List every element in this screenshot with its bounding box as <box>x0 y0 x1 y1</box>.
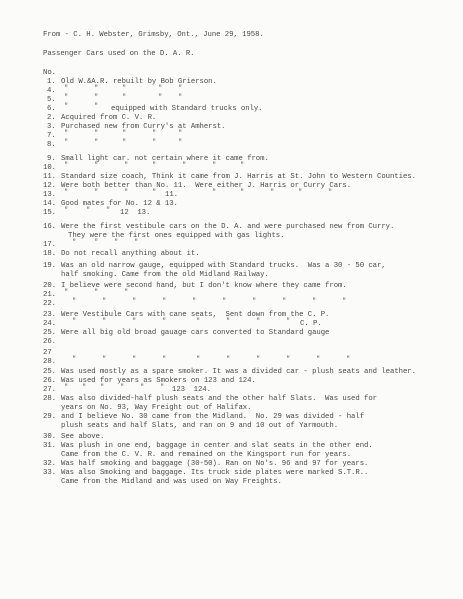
entry-number: 25. <box>43 368 56 376</box>
entry-text-continued: plush seats and half Slats, and ran on 9 and 10 out of Yarmouth. <box>61 422 339 430</box>
entry-number: 5. <box>47 96 56 104</box>
entry-text: and I believe No. 30 came from the Midland. No. 29 was divided - half <box>61 413 365 421</box>
entry-number: 30. <box>43 433 56 441</box>
ditto-mark: " <box>192 298 197 306</box>
ditto-mark: " <box>94 189 99 197</box>
ditto-mark: " <box>182 162 187 170</box>
entry-number: 8. <box>47 141 56 149</box>
ditto-mark: " <box>94 239 99 247</box>
entry-number: 23. <box>43 311 56 319</box>
entry-text: Was used mostly as a spare smoker. It was a divided car - plush seats and leather. <box>61 368 416 376</box>
entry-number: 12. <box>43 182 56 190</box>
ditto-mark: " <box>82 384 87 392</box>
ditto-mark: " <box>132 356 137 364</box>
entry-number: 1. <box>47 78 56 86</box>
ditto-mark: " <box>178 94 183 102</box>
ditto-mark: " <box>64 384 69 392</box>
entry-text: Were all big old broad gauage cars converted to Standard gauge <box>61 329 330 337</box>
entry-number: 4. <box>47 87 56 95</box>
ditto-mark: " <box>312 298 317 306</box>
ditto-mark: " <box>64 189 69 197</box>
no-column-label: No. <box>43 69 56 77</box>
entry-text: Was used for years as Smokers on 123 and 124. <box>61 377 256 385</box>
ditto-mark: " <box>86 207 91 215</box>
ditto-mark: " <box>94 85 99 93</box>
ditto-mark: " <box>132 298 137 306</box>
ditto-mark: " <box>122 94 127 102</box>
ditto-mark: " <box>162 356 167 364</box>
ditto-mark: " <box>134 239 139 247</box>
ditto-mark: " <box>212 189 217 197</box>
entry-number: 13. <box>43 191 56 199</box>
ditto-mark: " <box>152 162 157 170</box>
entry-number: 26. <box>43 338 56 346</box>
entry-number: 7. <box>47 132 56 140</box>
entry-text: Was half smoking and baggage (30-50). Ran on No's. 96 and 97 for years. <box>61 460 369 468</box>
ditto-mark: " <box>196 318 201 326</box>
entry-number: 16. <box>43 223 56 231</box>
entry-text-continued: half smoking. Came from the old Midland Railway. <box>61 271 269 279</box>
ditto-mark: " <box>160 384 165 392</box>
ditto-mark: " <box>122 139 127 147</box>
entry-number: 28. <box>43 395 56 403</box>
entry-number: 33. <box>43 469 56 477</box>
entry-text: Were both better than No. 11. Were either J. Harris or Curry Cars. <box>61 182 352 190</box>
entry-text: Was also Smoking and baggage. Its truck side plates were marked S.T.R.. <box>61 469 369 477</box>
ditto-mark: " <box>212 162 217 170</box>
entry-text: Acquired from C. V. R. <box>61 114 157 122</box>
entry-number: 28. <box>43 358 56 366</box>
ditto-mark: " <box>256 356 261 364</box>
ditto-mark: " <box>240 162 245 170</box>
ditto-mark: " <box>102 318 107 326</box>
entry-number: 9. <box>47 155 56 163</box>
ditto-mark: " <box>106 207 111 215</box>
ditto-mark: " <box>132 318 137 326</box>
ditto-mark: " <box>196 356 201 364</box>
ditto-mark: " <box>120 384 125 392</box>
ditto-mark: " <box>226 318 231 326</box>
entry-number: 32. <box>43 460 56 468</box>
header-from: From - C. H. Webster, Grimsby, Ont., June 29, 1958. <box>43 31 264 39</box>
ditto-mark: " <box>122 130 127 138</box>
entry-text-continued: Came from the C. V. R. and remained on the Kingsport run for years. <box>61 451 352 459</box>
entry-text: 12 13. <box>120 209 151 217</box>
ditto-mark: " <box>222 298 227 306</box>
entry-text: C. P. <box>300 320 322 328</box>
ditto-mark: " <box>282 298 287 306</box>
entry-number: 21. <box>43 291 56 299</box>
ditto-mark: " <box>122 85 127 93</box>
ditto-mark: " <box>226 356 231 364</box>
entry-text: Old W.&A.R. rebuilt by Bob Grierson. <box>61 78 217 86</box>
ditto-mark: " <box>286 356 291 364</box>
entry-text: Good mates for No. 12 & 13. <box>61 200 178 208</box>
entry-number: 22. <box>43 300 56 308</box>
ditto-mark: " <box>124 289 129 297</box>
entry-number: 15. <box>43 209 56 217</box>
entry-text: Purchased new from Curry's at Amherst. <box>61 123 226 131</box>
ditto-mark: " <box>124 189 129 197</box>
ditto-mark: " <box>298 189 303 197</box>
ditto-mark: " <box>328 189 333 197</box>
ditto-mark: " <box>256 318 261 326</box>
ditto-mark: " <box>64 94 69 102</box>
ditto-mark: " <box>152 130 157 138</box>
entry-number: 18. <box>43 250 56 258</box>
entry-number: 31. <box>43 442 56 450</box>
ditto-mark: " <box>72 298 77 306</box>
ditto-mark: " <box>94 162 99 170</box>
entry-number: 14. <box>43 200 56 208</box>
ditto-mark: " <box>64 85 69 93</box>
ditto-mark: " <box>72 239 77 247</box>
entry-number: 26. <box>43 377 56 385</box>
ditto-mark: " <box>286 318 291 326</box>
entry-number: 10. <box>43 164 56 172</box>
entry-text: Do not recall anything about it. <box>61 250 200 258</box>
entry-text: Was also divided-half plush seats and the other half Slats. Was used for <box>61 395 378 403</box>
ditto-mark: " <box>64 289 69 297</box>
entry-number: 17. <box>43 241 56 249</box>
ditto-mark: " <box>162 318 167 326</box>
ditto-mark: " <box>102 298 107 306</box>
entry-text: Were Vestibule Cars with cane seats, Sent down from the C. P. <box>61 311 330 319</box>
entry-number: 11. <box>43 173 56 181</box>
entry-text: equipped with Standard trucks only. <box>111 105 263 113</box>
ditto-mark: " <box>252 298 257 306</box>
ditto-mark: " <box>140 384 145 392</box>
entry-text: 11. <box>165 191 178 199</box>
ditto-mark: " <box>162 298 167 306</box>
ditto-mark: " <box>152 189 157 197</box>
ditto-mark: " <box>124 162 129 170</box>
ditto-mark: " <box>64 139 69 147</box>
ditto-mark: " <box>64 130 69 138</box>
ditto-mark: " <box>94 139 99 147</box>
ditto-mark: " <box>64 103 69 111</box>
ditto-mark: " <box>158 85 163 93</box>
ditto-mark: " <box>94 94 99 102</box>
ditto-mark: " <box>270 189 275 197</box>
entry-text-continued: They were the first ones equipped with gas lights. <box>68 232 285 240</box>
entry-text: Was an old narrow gauge, equipped with Standard trucks. Was a 30 - 50 car, <box>61 262 386 270</box>
document-title: Passenger Cars used on the D. A. R. <box>43 50 195 58</box>
ditto-mark: " <box>102 356 107 364</box>
entry-number: 27 <box>43 349 52 357</box>
entry-text-continued: years on No. 93, Way Freight out of Halifax. <box>61 404 252 412</box>
entry-text-continued: Came from the Midland and was used on Way Freights. <box>61 478 282 486</box>
entry-number: 19. <box>43 262 56 270</box>
ditto-mark: " <box>342 298 347 306</box>
ditto-mark: " <box>240 189 245 197</box>
entry-number: 27. <box>43 386 56 394</box>
ditto-mark: " <box>100 384 105 392</box>
ditto-mark: " <box>72 356 77 364</box>
entry-number: 25. <box>43 329 56 337</box>
ditto-mark: " <box>94 103 99 111</box>
ditto-mark: " <box>114 239 119 247</box>
entry-text: Were the first vestibule cars on the D. A. and were purchased new from Curry. <box>61 223 395 231</box>
ditto-mark: " <box>316 356 321 364</box>
ditto-mark: " <box>94 130 99 138</box>
entry-number: 6. <box>47 105 56 113</box>
ditto-mark: " <box>178 85 183 93</box>
entry-number: 20. <box>43 282 56 290</box>
ditto-mark: " <box>178 139 183 147</box>
entry-text: Was plush in one end, baggage in center and slat seats in the other end. <box>61 442 373 450</box>
entry-number: 24. <box>43 320 56 328</box>
entry-text: 123 124. <box>172 386 211 394</box>
ditto-mark: " <box>64 207 69 215</box>
entry-number: 29. <box>43 413 56 421</box>
entry-text: Small light car. not certain where it came from. <box>61 155 269 163</box>
ditto-mark: " <box>64 162 69 170</box>
ditto-mark: " <box>72 318 77 326</box>
ditto-mark: " <box>152 139 157 147</box>
ditto-mark: " <box>178 130 183 138</box>
entry-text: Standard size coach, Think it came from J. Harris at St. John to Western Counties. <box>61 173 416 181</box>
entry-text: See above. <box>61 433 105 441</box>
entry-number: 3. <box>47 123 56 131</box>
ditto-mark: " <box>158 94 163 102</box>
entry-text: I believe were second hand, but I don't know where they came from. <box>61 282 347 290</box>
ditto-mark: " <box>94 289 99 297</box>
entry-number: 2. <box>47 114 56 122</box>
ditto-mark: " <box>346 356 351 364</box>
